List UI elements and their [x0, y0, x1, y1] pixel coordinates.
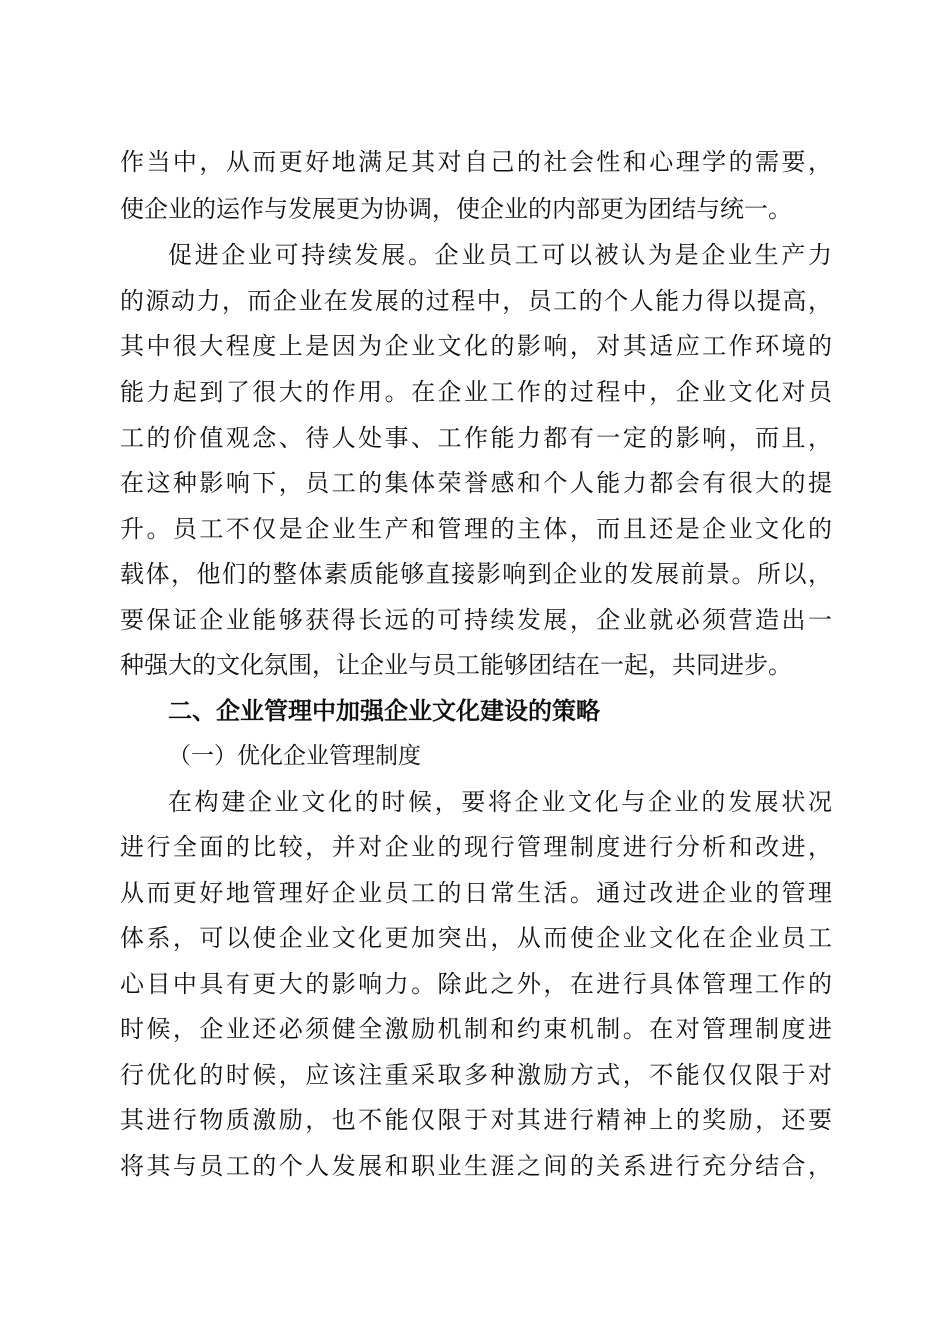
text-line: 在这种影响下，员工的集体荣誉感和个人能力都会有很大的提 — [120, 469, 832, 497]
text-line: 升。员工不仅是企业生产和管理的主体，而且还是企业文化的 — [120, 515, 832, 543]
text-line: 工的价值观念、待人处事、工作能力都有一定的影响，而且， — [120, 424, 832, 452]
text-line: 体系，可以使企业文化更加突出，从而使企业文化在企业员工 — [120, 924, 832, 952]
text-line: 其中很大程度上是因为企业文化的影响，对其适应工作环境的 — [120, 332, 832, 360]
text-line: 要保证企业能够获得长远的可持续发展，企业就必须营造出一 — [120, 606, 832, 634]
text-line: 进行全面的比较，并对企业的现行管理制度进行分析和改进， — [120, 833, 832, 861]
text-line: 的源动力，而企业在发展的过程中，员工的个人能力得以提高， — [120, 287, 832, 315]
text-line: 作当中，从而更好地满足其对自己的社会性和心理学的需要， — [120, 148, 832, 176]
paragraph-first-line: 促进企业可持续发展。企业员工可以被认为是企业生产力 — [168, 241, 832, 269]
text-line: 载体，他们的整体素质能够直接影响到企业的发展前景。所以， — [120, 560, 832, 588]
section-heading: 二、企业管理中加强企业文化建设的策略 — [168, 697, 600, 725]
text-line: 时候，企业还必须健全激励机制和约束机制。在对管理制度进 — [120, 1015, 832, 1043]
paragraph-first-line: 在构建企业文化的时候，要将企业文化与企业的发展状况 — [168, 788, 832, 816]
text-line: 从而更好地管理好企业员工的日常生活。通过改进企业的管理 — [120, 879, 832, 907]
text-line: 心目中具有更大的影响力。除此之外，在进行具体管理工作的 — [120, 970, 832, 998]
text-line: 行优化的时候，应该注重采取多种激励方式，不能仅仅限于对 — [120, 1061, 832, 1089]
text-line: 其进行物质激励，也不能仅限于对其进行精神上的奖励，还要 — [120, 1106, 832, 1134]
text-line: 种强大的文化氛围，让企业与员工能够团结在一起，共同进步。 — [120, 651, 792, 679]
text-line: 使企业的运作与发展更为协调，使企业的内部更为团结与统一。 — [120, 195, 792, 223]
text-line: 将其与员工的个人发展和职业生涯之间的关系进行充分结合， — [120, 1152, 832, 1180]
subsection-heading: （一）优化企业管理制度 — [168, 743, 421, 769]
text-line: 能力起到了很大的作用。在企业工作的过程中，企业文化对员 — [120, 378, 832, 406]
